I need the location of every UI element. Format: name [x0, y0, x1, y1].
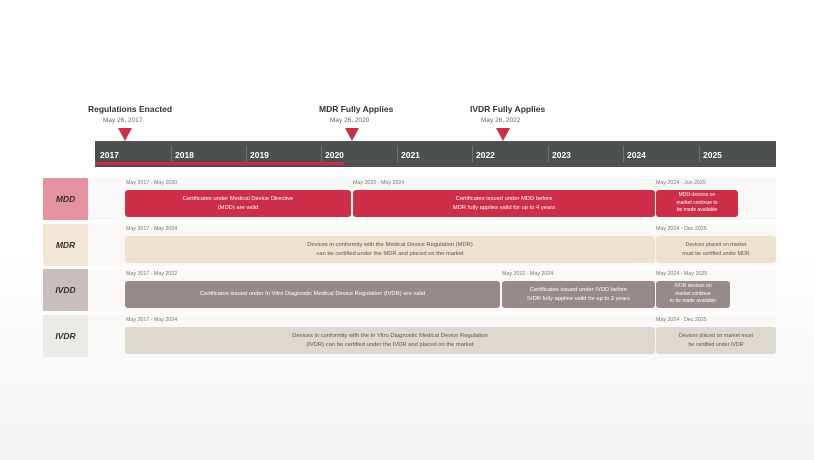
segment-text: market continue — [675, 290, 711, 297]
year-divider — [246, 146, 247, 162]
year-label-2017: 2017 — [100, 150, 119, 160]
year-divider — [472, 146, 473, 162]
year-label-2023: 2023 — [552, 150, 571, 160]
segment-text: market continue to — [676, 199, 718, 206]
segment-date: May 2020 - May 2024 — [353, 180, 405, 186]
segment-date: May 2024 - Dec 2025 — [656, 226, 707, 232]
segment-date: May 2024 - May 2025 — [656, 271, 708, 277]
year-divider — [397, 146, 398, 162]
segment-text: Certificates issued under MDD before — [455, 195, 553, 202]
milestone-mdr-date: May 26, 2020 — [330, 117, 370, 124]
year-label-2018: 2018 — [175, 150, 194, 160]
lane-ivdr — [43, 315, 776, 357]
segment-text: must be certified under MDR — [682, 250, 750, 257]
segment-date: May 2017 - May 2020 — [126, 180, 178, 186]
lane-mdr — [43, 224, 776, 266]
segment-text: IVDR fully applies valid for up to 2 years — [527, 295, 630, 302]
segment-text: Certificates issued under In Vitro Diagnostic Medical Device Regulation (IVDR) are valid — [199, 291, 426, 297]
segment-text: Certificates issued under IVDD before — [529, 286, 628, 293]
segment-ivdd-transition — [502, 281, 655, 308]
lane-label-mdr: MDR — [43, 224, 88, 266]
segment-text: Devices placed on market must — [679, 333, 753, 339]
timeline-progress-bar — [95, 162, 344, 165]
year-divider — [321, 146, 322, 162]
milestone-mdr-title: MDR Fully Applies — [319, 104, 394, 114]
segment-ivdr-conformity — [125, 327, 655, 354]
lane-ivdd — [43, 269, 776, 311]
lane-label-ivdd: IVDD — [43, 269, 88, 311]
year-label-2021: 2021 — [401, 150, 420, 160]
segment-date: May 2024 - Jun 2025 — [656, 180, 706, 186]
milestone-regulations-enacted-title: Regulations Enacted — [88, 104, 173, 114]
milestone-ivdr-marker-icon — [496, 128, 510, 141]
segment-text: MDR fully applies valid for up to 4 years — [452, 204, 556, 211]
segment-mdd-market — [656, 190, 738, 217]
year-label-2019: 2019 — [250, 150, 269, 160]
segment-date: May 2017 - May 2024 — [126, 317, 178, 323]
segment-date: May 2024 - Dec 2025 — [656, 317, 707, 323]
segment-ivdr-market — [656, 327, 776, 354]
segment-ivdd-valid — [125, 281, 500, 308]
year-divider — [548, 146, 549, 162]
segment-text: Devices in conformity with the Medical Device Regulation (MDR) — [307, 241, 473, 248]
segment-mdd-transition — [353, 190, 655, 217]
lane-label-ivdr: IVDR — [43, 315, 88, 357]
lane-label-mdd: MDD — [43, 178, 88, 220]
segment-date: May 2022 - May 2024 — [502, 271, 554, 277]
segment-text: (IVDR) can be certified under the IVDR and placed on the market — [306, 341, 474, 348]
segment-date: May 2017 - May 2024 — [126, 226, 178, 232]
segment-text: Devices in conformity with the In Vitro Diagnostic Medical Device Regulation — [292, 332, 488, 339]
milestone-mdr-marker-icon — [345, 128, 359, 141]
segment-text: be certified under IVDR — [688, 341, 744, 348]
year-label-2022: 2022 — [476, 150, 495, 160]
milestone-regulations-enacted-marker-icon — [118, 128, 132, 141]
segment-mdr-market — [656, 236, 776, 263]
year-divider — [699, 146, 700, 162]
segment-text: IVDR devices on — [674, 283, 712, 290]
segment-text: (MDD) are valid — [217, 204, 259, 211]
milestone-regulations-enacted-date: May 26, 2017 — [103, 117, 143, 124]
segment-text: Certificates under Medical Device Directive — [182, 195, 294, 202]
segment-date: May 2017 - May 2022 — [126, 271, 178, 277]
segment-text: can be certified under the MDR and placed on the market — [316, 250, 464, 257]
segment-mdd-valid — [125, 190, 351, 217]
year-divider — [171, 146, 172, 162]
segment-text: MDD devices on — [678, 192, 716, 199]
milestone-ivdr-date: May 26, 2022 — [481, 117, 521, 124]
milestone-ivdr-title: IVDR Fully Applies — [470, 104, 546, 114]
segment-text: to be made available — [669, 298, 717, 305]
year-label-2024: 2024 — [627, 150, 646, 160]
segment-text: Devices placed on market — [685, 242, 747, 248]
year-divider — [623, 146, 624, 162]
segment-ivdd-market — [656, 281, 730, 308]
segment-text: be made available — [676, 207, 718, 214]
year-label-2020: 2020 — [325, 150, 344, 160]
lane-mdd — [43, 178, 776, 220]
segment-mdr-conformity — [125, 236, 655, 263]
year-label-2025: 2025 — [703, 150, 722, 160]
